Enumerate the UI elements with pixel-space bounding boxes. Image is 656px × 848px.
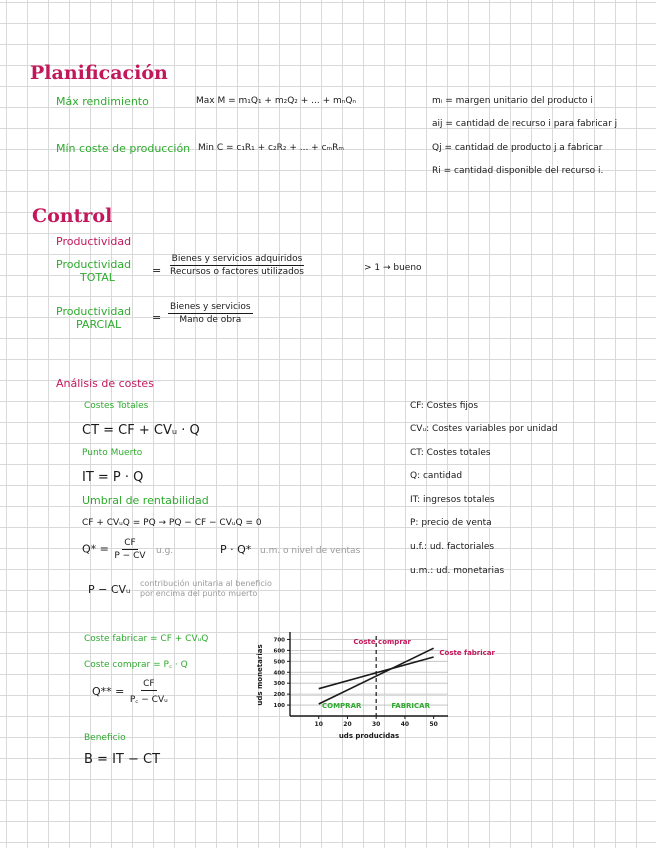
def-aij: aij = cantidad de recurso i para fabricar j: [432, 119, 618, 129]
x-tick-label: 10: [314, 721, 323, 728]
def-it: IT: ingresos totales: [410, 495, 495, 505]
comprar-region-label: COMPRAR: [322, 702, 362, 710]
umbral-label: Umbral de rentabilidad: [82, 494, 209, 507]
coste-comprar-series-label: Coste comprar: [353, 638, 411, 646]
qstar-denominator: P − CV: [114, 551, 146, 561]
x-tick-labels: [315, 721, 438, 728]
total-numerator: Bienes y servicios adquiridos: [171, 254, 303, 264]
y-tick-label: 500: [273, 659, 285, 666]
productividad-parcial-label: [56, 305, 131, 331]
def-ri: Ri = cantidad disponible del recurso i.: [432, 166, 604, 176]
y-axis-label: uds monetarias: [256, 644, 264, 706]
y-tick-labels: [274, 637, 286, 709]
productividad-total-label: [56, 258, 131, 284]
y-tick-label: 300: [273, 681, 285, 688]
qstar-unit: u.g.: [156, 546, 174, 556]
productividad-heading: Productividad: [56, 235, 132, 248]
parcial-fraction: [168, 302, 253, 325]
qstar-row: [82, 538, 148, 561]
punto-muerto-label: Punto Muerto: [82, 448, 143, 458]
def-um: u.m.: ud. monetarias: [410, 566, 505, 576]
def-qj: Qj = cantidad de producto j a fabricar: [432, 143, 603, 153]
x-tick-label: 40: [400, 721, 410, 728]
equals-total: =: [152, 264, 162, 277]
total-note: > 1 → bueno: [364, 263, 422, 273]
def-q: Q: cantidad: [410, 471, 463, 481]
coste-comprar-formula: Coste comprar = P꜀ · Q: [84, 660, 188, 670]
def-cf: CF: Costes fijos: [410, 401, 479, 411]
coste-fabricar-formula: Coste fabricar = CF + CVᵤQ: [84, 634, 209, 644]
x-tick-label: 30: [372, 721, 381, 728]
total-fraction: [168, 254, 306, 277]
parcial-denominator: Mano de obra: [179, 315, 242, 325]
max-rendimiento-label: Máx rendimiento: [56, 95, 149, 108]
pcv-note-line2: por encima del punto muerto: [140, 589, 258, 598]
y-tick-label: 600: [273, 648, 285, 655]
min-coste-label: Mín coste de producción: [56, 142, 191, 155]
parcial-numerator: Bienes y servicios: [170, 302, 251, 312]
def-p: P: precio de venta: [410, 518, 492, 528]
control-title: Control: [32, 205, 113, 227]
max-formula: Max M = m₁Q₁ + m₂Q₂ + ... + mₙQₙ: [196, 96, 357, 106]
def-ct: CT: Costes totales: [410, 448, 491, 458]
x-tick-label: 20: [343, 721, 352, 728]
make-or-buy-chart: [252, 628, 498, 746]
total-word: TOTAL: [80, 271, 115, 284]
planificacion-title: Planificación: [30, 62, 168, 84]
def-uf: u.f.: ud. factoriales: [410, 542, 495, 552]
productividad-total-word: Productividad: [56, 258, 132, 271]
x-axis-label: uds producidas: [338, 732, 400, 740]
pcv-note: [140, 579, 272, 599]
qstar-numerator: CF: [124, 538, 136, 548]
it-formula: IT = P · Q: [82, 470, 144, 485]
pq-note: u.m. o nivel de ventas: [260, 546, 361, 556]
equals-parcial: =: [152, 311, 162, 324]
beneficio-formula: B = IT − CT: [84, 752, 161, 767]
q2-denominator: P꜀ − CVᵤ: [129, 695, 168, 705]
umbral-formula: CF + CVᵤQ = PQ → PQ − CF − CVᵤQ = 0: [82, 518, 262, 528]
total-denominator: Recursos o factores utilizados: [170, 267, 304, 277]
q2-lhs: Q** =: [92, 685, 125, 698]
parcial-word: PARCIAL: [76, 318, 122, 331]
qstar-lhs: Q* =: [82, 542, 109, 556]
def-mi: mᵢ = margen unitario del producto i: [432, 96, 593, 106]
x-tick-label: 50: [429, 721, 438, 728]
y-tick-label: 100: [273, 703, 285, 710]
q2-row: [92, 679, 170, 705]
pq-label: P · Q*: [220, 543, 252, 556]
costes-totales-label: Costes Totales: [84, 401, 149, 411]
ct-formula: CT = CF + CVᵤ · Q: [82, 423, 200, 438]
pcv-note-line1: contribución unitaria al beneficio: [140, 579, 272, 588]
pcv-label: P − CVᵤ: [88, 583, 131, 596]
analisis-costes-heading: Análisis de costes: [56, 377, 154, 390]
productividad-parcial-word: Productividad: [56, 305, 132, 318]
y-tick-label: 700: [273, 637, 285, 644]
fabricar-region-label: FABRICAR: [391, 702, 430, 710]
q2-numerator: CF: [143, 679, 155, 689]
y-tick-label: 200: [273, 692, 285, 699]
def-cvu: CVᵤ: Costes variables por unidad: [410, 424, 558, 434]
beneficio-label: Beneficio: [84, 733, 126, 743]
y-tick-label: 400: [273, 670, 285, 677]
coste-fabricar-series-label: Coste fabricar: [439, 648, 495, 657]
min-formula: Min C = c₁R₁ + c₂R₂ + ... + cₘRₘ: [198, 143, 344, 153]
